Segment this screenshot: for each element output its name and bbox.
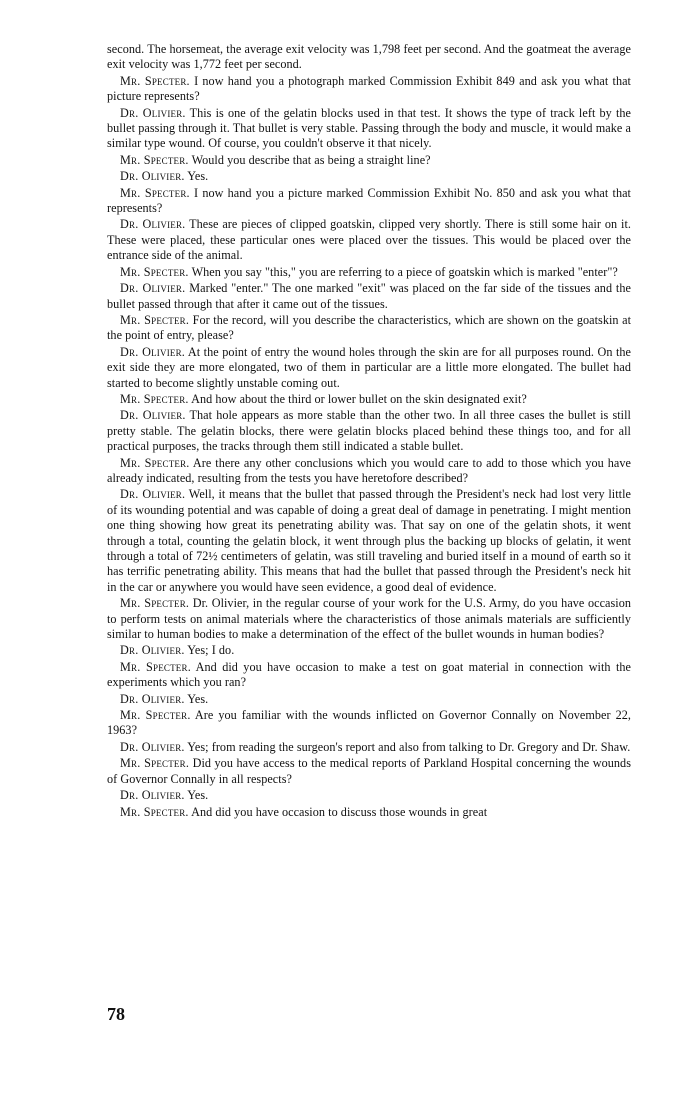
testimony-paragraph	[107, 42, 631, 73]
testimony-paragraph	[107, 392, 631, 407]
testimony-paragraph	[107, 805, 631, 820]
paragraph-text: Yes.	[187, 788, 209, 803]
speaker-name: Dr. Olivier.	[120, 487, 186, 502]
speaker-name: Dr. Olivier.	[120, 105, 186, 120]
testimony-paragraph	[107, 788, 631, 803]
page-number: 78	[107, 1004, 125, 1024]
testimony-paragraph	[107, 596, 631, 642]
paragraph-text: These are pieces of clipped goatskin, clipped very shortly. There is still some hair on it. These were placed, these particular ones were placed over the tissues. This would be placed over the entrance side of the animal.	[107, 217, 631, 263]
speaker-name: Dr. Olivier.	[120, 788, 185, 803]
speaker-name: Mr. Specter.	[120, 312, 190, 327]
paragraph-text: Are there any other conclusions which you would care to add to those which you have already indicated, resulting from the tests you have heretofore described?	[107, 455, 631, 485]
speaker-name: Dr. Olivier.	[120, 739, 185, 754]
paragraph-text: And how about the third or lower bullet on the skin designated exit?	[191, 391, 527, 406]
paragraph-text: Yes; I do.	[187, 643, 235, 658]
speaker-name: Dr. Olivier.	[120, 344, 186, 359]
speaker-name: Mr. Specter.	[120, 659, 191, 674]
paragraph-text: Yes.	[187, 691, 209, 706]
speaker-name: Mr. Specter.	[120, 73, 190, 88]
speaker-name: Mr. Specter.	[120, 756, 190, 771]
paragraph-text: Yes; from reading the surgeon's report and also from talking to Dr. Gregory and Dr. Shaw.	[187, 739, 631, 754]
speaker-name: Dr. Olivier.	[120, 281, 186, 296]
speaker-name: Mr. Specter.	[120, 804, 189, 819]
testimony-paragraph	[107, 217, 631, 263]
testimony-paragraph	[107, 74, 631, 105]
testimony-paragraph	[107, 153, 631, 168]
paragraph-text: I now hand you a picture marked Commission Exhibit No. 850 and ask you what that represents?	[107, 185, 631, 216]
testimony-paragraph	[107, 643, 631, 658]
paragraph-text: Are you familiar with the wounds inflicted on Governor Connally on November 22, 1963?	[107, 708, 631, 738]
paragraph-text: Well, it means that the bullet that passed through the President's neck had lost very little of its wounding potential and was capable of doing a great deal of damage in penetrating. I might mention one thing showing how great its penetrating ability was. That say on one of the gelatin shots, it went through a total, counting the gelatin block, it went through plus the backing up blocks of gelatin, it went through a total of 72½ centimeters of gelatin, was still traveling and buried itself in a mound of earth so it has terrific penetrating ability. This means that had the bullet that passed through the President's neck hit in the car or anywhere you would have seen evidence, a good deal of evidence.	[107, 487, 631, 594]
speaker-name: Mr. Specter.	[120, 455, 190, 470]
testimony-text	[107, 42, 631, 821]
paragraph-text: Would you describe that as being a straight line?	[191, 152, 431, 167]
testimony-paragraph	[107, 660, 631, 691]
paragraph-text: And did you have occasion to make a test on goat material in connection with the experiments which you ran?	[107, 659, 631, 690]
speaker-name: Dr. Olivier.	[120, 408, 186, 423]
testimony-paragraph	[107, 345, 631, 391]
paragraph-text: Dr. Olivier, in the regular course of your work for the U.S. Army, do you have occasion to perform tests on animal materials where the characteristics of those animals materials are sufficiently similar to human bodies to make a determination of the effect of the bullet wounds in human bodies?	[107, 596, 631, 642]
testimony-paragraph	[107, 456, 631, 487]
paragraph-text: This is one of the gelatin blocks used in that test. It shows the type of track left by the bullet passing through it. That bullet is very stable. Passing through the body and muscle, it would make a similar type wound. Of course, you couldn't observe it that nicely.	[107, 105, 631, 151]
paragraph-text: Marked "enter." The one marked "exit" was placed on the far side of the tissues and the bullet passed through that after it came out of the tissues.	[107, 281, 631, 311]
paragraph-text: Did you have access to the medical reports of Parkland Hospital concerning the wounds of Governor Connally in all respects?	[107, 756, 631, 786]
speaker-name: Dr. Olivier.	[120, 643, 185, 658]
testimony-paragraph	[107, 265, 631, 280]
speaker-name: Mr. Specter.	[120, 152, 189, 167]
testimony-paragraph	[107, 708, 631, 739]
testimony-paragraph	[107, 281, 631, 312]
speaker-name: Mr. Specter.	[120, 708, 191, 723]
speaker-name: Mr. Specter.	[120, 185, 190, 200]
paragraph-text: That hole appears as more stable than the other two. In all three cases the bullet is still pretty stable. The gelatin blocks, there were gelatin blocks placed behind these things too, and for all practical purposes, the tracks through them still indicated a stable bullet.	[107, 408, 631, 454]
testimony-paragraph	[107, 106, 631, 152]
speaker-name: Dr. Olivier.	[120, 691, 185, 706]
speaker-name: Dr. Olivier.	[120, 169, 185, 184]
paragraph-text: Yes.	[187, 169, 209, 184]
testimony-paragraph	[107, 756, 631, 787]
testimony-paragraph	[107, 740, 631, 755]
testimony-paragraph	[107, 408, 631, 454]
speaker-name: Dr. Olivier.	[120, 217, 186, 232]
testimony-paragraph	[107, 313, 631, 344]
paragraph-text: For the record, will you describe the characteristics, which are shown on the goatskin at the point of entry, please?	[107, 312, 631, 343]
testimony-paragraph	[107, 487, 631, 595]
paragraph-text: I now hand you a photograph marked Commission Exhibit 849 and ask you what that picture represents?	[107, 73, 631, 104]
speaker-name: Mr. Specter.	[120, 391, 189, 406]
testimony-paragraph	[107, 692, 631, 707]
paragraph-text: When you say "this," you are referring to a piece of goatskin which is marked "enter"?	[191, 264, 618, 279]
speaker-name: Mr. Specter.	[120, 264, 189, 279]
paragraph-text: second. The horsemeat, the average exit velocity was 1,798 feet per second. And the goatmeat the average exit velocity was 1,772 feet per second.	[107, 42, 631, 72]
testimony-paragraph	[107, 186, 631, 217]
testimony-paragraph	[107, 169, 631, 184]
speaker-name: Mr. Specter.	[120, 596, 190, 611]
paragraph-text: And did you have occasion to discuss those wounds in great	[191, 804, 488, 819]
paragraph-text: At the point of entry the wound holes through the skin are for all purposes round. On the exit side they are more elongated, two of them in particular are a little more elongated. The bullet had started to become slightly unstable coming out.	[107, 344, 631, 390]
